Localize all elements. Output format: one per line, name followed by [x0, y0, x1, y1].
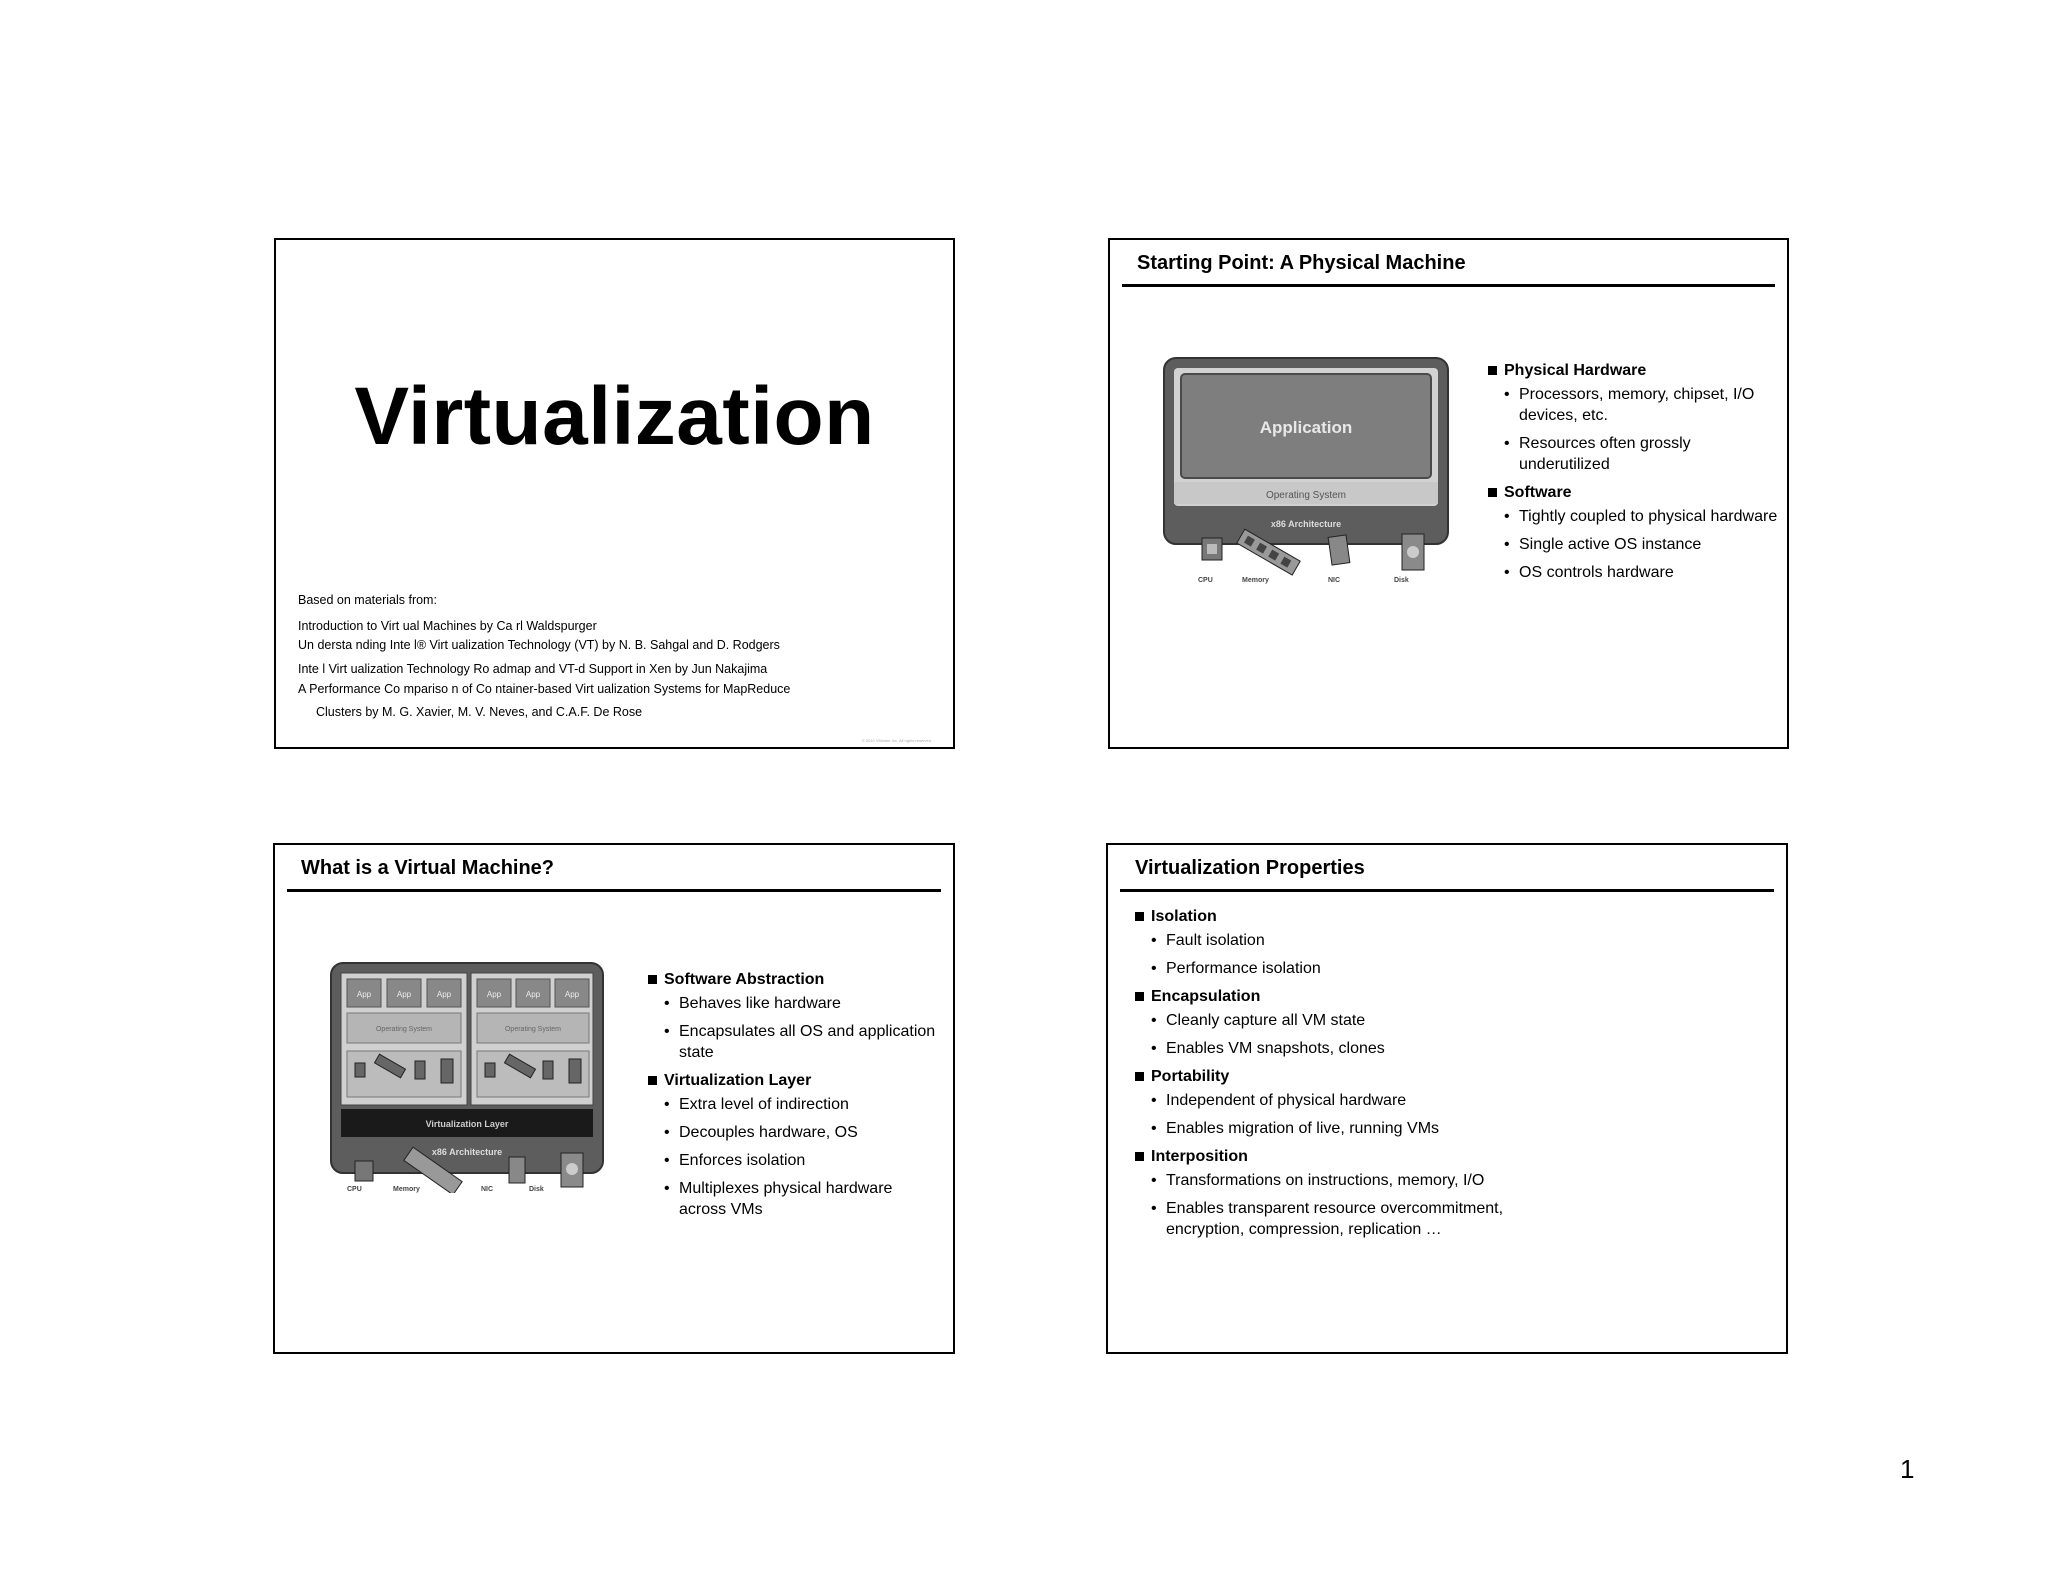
bullet-list [1488, 356, 1778, 590]
bullet-item: • Enables transparent resource overcommitment, encryption, compression, replication … [1135, 1198, 1555, 1240]
app-label: App [564, 990, 580, 999]
bullet-item: • Transformations on instructions, memory, I/O [1135, 1170, 1555, 1191]
app-label: App [356, 990, 372, 999]
slide-main-title: Virtualization [354, 371, 875, 462]
arch-label: x86 Architecture [431, 1147, 503, 1157]
title-divider [1122, 284, 1775, 287]
hw-label: Disk [529, 1186, 544, 1193]
cpu-icon [355, 1161, 373, 1181]
nic-icon [509, 1157, 525, 1183]
slide-virtual-machine [273, 843, 955, 1354]
hw-label: Memory [1242, 577, 1269, 584]
bullet-list [1135, 902, 1555, 1247]
bullet-heading: Software Abstraction [648, 969, 938, 990]
reference-line: Based on materials from: [298, 593, 437, 607]
vm1-apps [347, 979, 461, 1007]
bullet-item: • Tightly coupled to physical hardware [1488, 506, 1778, 527]
reference-list [298, 594, 790, 728]
bullet-item: • Encapsulates all OS and application state [648, 1021, 938, 1063]
reference-line: Introduction to Virt ual Machines by Ca rl Waldspurger [298, 618, 597, 633]
bullet-heading: Interposition [1135, 1146, 1555, 1167]
app-label: App [486, 990, 502, 999]
reference-line: Clusters by M. G. Xavier, M. V. Neves, and C.A.F. De Rose [316, 704, 643, 719]
title-divider [287, 889, 941, 892]
disk-icon [561, 1153, 583, 1187]
bullet-item: • OS controls hardware [1488, 562, 1778, 583]
title-divider [1120, 889, 1774, 892]
disk-icon [1402, 534, 1424, 570]
copyright-note: © 2010 VMware Inc. All rights reserved [861, 738, 931, 743]
bullet-heading: Software [1488, 482, 1778, 503]
physical-machine-diagram [1162, 356, 1452, 588]
bullet-item: • Performance isolation [1135, 958, 1555, 979]
slide-heading: Starting Point: A Physical Machine [1137, 252, 1466, 274]
app-label: App [396, 990, 412, 999]
slide-title-virtualization [274, 238, 955, 749]
bullet-item: • Resources often grossly underutilized [1488, 433, 1778, 475]
reference-line: A Performance Co mpariso n of Co ntainer-based Virt ualization Systems for MapReduce [298, 682, 791, 696]
virtualization-layer-label: Virtualization Layer [425, 1119, 509, 1129]
app-label: App [436, 990, 452, 999]
hw-label: CPU [1198, 577, 1213, 584]
reference-line: Un dersta nding Inte l® Virt ualization Technology (VT) by N. B. Sahgal and D. Rodgers [298, 638, 780, 652]
hw-label: NIC [1328, 577, 1341, 584]
bullet-heading: Isolation [1135, 906, 1555, 927]
virtual-machine-diagram [329, 961, 609, 1193]
slide-heading: Virtualization Properties [1135, 857, 1365, 879]
nic-icon [1328, 535, 1350, 565]
bullet-heading: Virtualization Layer [648, 1070, 938, 1091]
slide-physical-machine [1108, 238, 1789, 749]
bullet-item: • Enables migration of live, running VMs [1135, 1118, 1555, 1139]
arch-label: x86 Architecture [1270, 519, 1342, 529]
bullet-item: • Processors, memory, chipset, I/O devices, etc. [1488, 384, 1778, 426]
bullet-item: • Decouples hardware, OS [648, 1122, 938, 1143]
application-label: Application [1259, 418, 1353, 437]
hw-label: NIC [481, 1186, 494, 1193]
bullet-heading: Physical Hardware [1488, 360, 1778, 381]
hw-label: Disk [1394, 577, 1409, 584]
app-label: App [525, 990, 541, 999]
os-label: Operating System [1265, 490, 1347, 501]
bullet-item: • Extra level of indirection [648, 1094, 938, 1115]
bullet-item: • Behaves like hardware [648, 993, 938, 1014]
bullet-item: • Independent of physical hardware [1135, 1090, 1555, 1111]
bullet-item: • Fault isolation [1135, 930, 1555, 951]
cpu-icon [1202, 538, 1222, 560]
hw-label: Memory [393, 1186, 420, 1193]
bullet-heading: Encapsulation [1135, 986, 1555, 1007]
hw-label: CPU [347, 1186, 362, 1193]
reference-line: Inte l Virt ualization Technology Ro admap and VT-d Support in Xen by Jun Nakajima [298, 661, 768, 676]
slide-heading: What is a Virtual Machine? [301, 857, 555, 879]
os-label: Operating System [375, 1026, 433, 1033]
vm2-apps [477, 979, 589, 1007]
bullet-item: • Cleanly capture all VM state [1135, 1010, 1555, 1031]
bullet-heading: Portability [1135, 1066, 1555, 1087]
bullet-item: • Enforces isolation [648, 1150, 938, 1171]
bullet-list [648, 965, 938, 1227]
bullet-item: • Enables VM snapshots, clones [1135, 1038, 1555, 1059]
os-label: Operating System [504, 1026, 562, 1033]
bullet-item: • Single active OS instance [1488, 534, 1778, 555]
slide-virtualization-properties [1106, 843, 1788, 1354]
page-number: 1 [1900, 1454, 1915, 1484]
bullet-item: • Multiplexes physical hardware across VMs [648, 1178, 938, 1220]
